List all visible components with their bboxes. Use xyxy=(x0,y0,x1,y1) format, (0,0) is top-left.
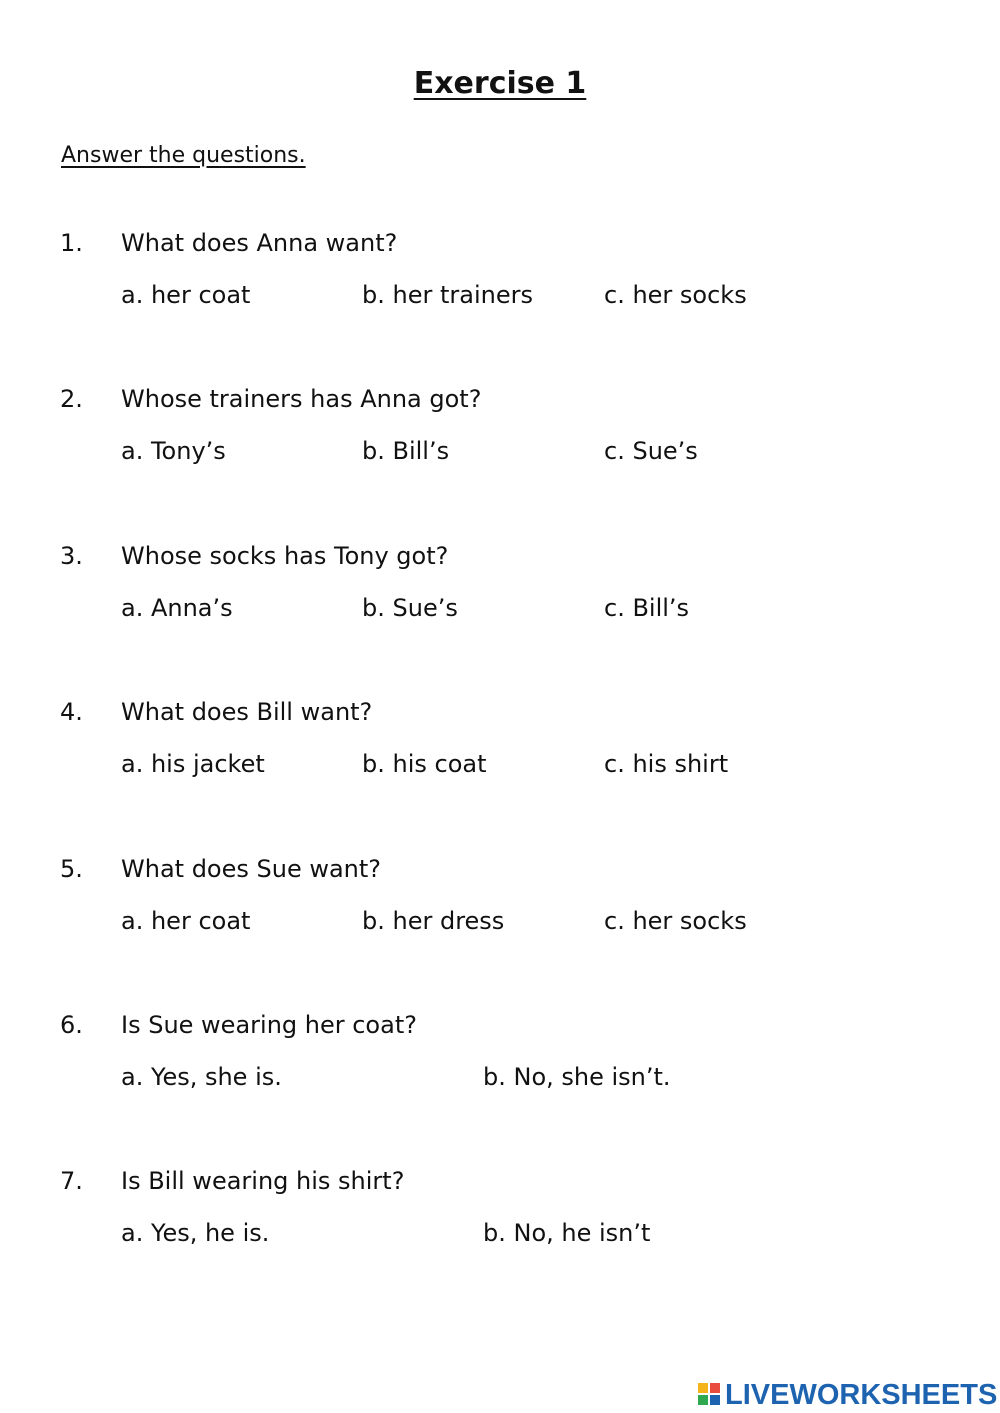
logo-square xyxy=(710,1395,720,1405)
question-4 xyxy=(0,696,1000,816)
answer-option-b[interactable]: b. her trainers xyxy=(362,281,533,309)
question-text: What does Bill want? xyxy=(121,698,373,726)
question-1 xyxy=(0,227,1000,347)
answer-option-a[interactable]: a. her coat xyxy=(121,907,251,935)
answer-option-c[interactable]: c. his shirt xyxy=(604,750,729,778)
answer-option-b[interactable]: b. her dress xyxy=(362,907,505,935)
answer-option-a[interactable]: a. his jacket xyxy=(121,750,265,778)
question-text: What does Sue want? xyxy=(121,855,382,883)
answer-option-b[interactable]: b. No, she isn’t. xyxy=(483,1063,671,1091)
question-number: 3. xyxy=(60,542,83,570)
answer-option-a[interactable]: a. Anna’s xyxy=(121,594,233,622)
answer-option-b[interactable]: b. No, he isn’t xyxy=(483,1219,651,1247)
answer-option-a[interactable]: a. Yes, she is. xyxy=(121,1063,282,1091)
answer-option-a[interactable]: a. Yes, he is. xyxy=(121,1219,270,1247)
question-6 xyxy=(0,1009,1000,1129)
answer-option-a[interactable]: a. her coat xyxy=(121,281,251,309)
instruction: Answer the questions. xyxy=(61,143,306,168)
liveworksheets-brand[interactable] xyxy=(698,1378,997,1412)
question-3 xyxy=(0,540,1000,660)
worksheet-title: Exercise 1 xyxy=(413,66,587,101)
question-number: 2. xyxy=(60,385,83,413)
logo-square xyxy=(698,1395,708,1405)
answer-option-c[interactable]: c. her socks xyxy=(604,281,747,309)
question-number: 4. xyxy=(60,698,83,726)
logo-square xyxy=(710,1383,720,1393)
question-text: Whose trainers has Anna got? xyxy=(121,385,482,413)
brand-text: LIVEWORKSHEETS xyxy=(725,1379,998,1411)
answer-option-b[interactable]: b. his coat xyxy=(362,750,487,778)
answer-option-c[interactable]: c. Sue’s xyxy=(604,437,698,465)
answer-option-c[interactable]: c. Bill’s xyxy=(604,594,690,622)
question-number: 1. xyxy=(60,229,83,257)
liveworksheets-logo-icon xyxy=(698,1383,722,1407)
question-number: 6. xyxy=(60,1011,83,1039)
answer-option-b[interactable]: b. Sue’s xyxy=(362,594,458,622)
answer-option-b[interactable]: b. Bill’s xyxy=(362,437,450,465)
answer-option-a[interactable]: a. Tony’s xyxy=(121,437,226,465)
question-number: 5. xyxy=(60,855,83,883)
question-text: Is Bill wearing his shirt? xyxy=(121,1167,405,1195)
question-text: Is Sue wearing her coat? xyxy=(121,1011,417,1039)
question-text: Whose socks has Tony got? xyxy=(121,542,449,570)
logo-square xyxy=(698,1383,708,1393)
answer-option-c[interactable]: c. her socks xyxy=(604,907,747,935)
question-text: What does Anna want? xyxy=(121,229,398,257)
question-2 xyxy=(0,383,1000,503)
question-number: 7. xyxy=(60,1167,83,1195)
question-7 xyxy=(0,1165,1000,1285)
question-5 xyxy=(0,853,1000,973)
